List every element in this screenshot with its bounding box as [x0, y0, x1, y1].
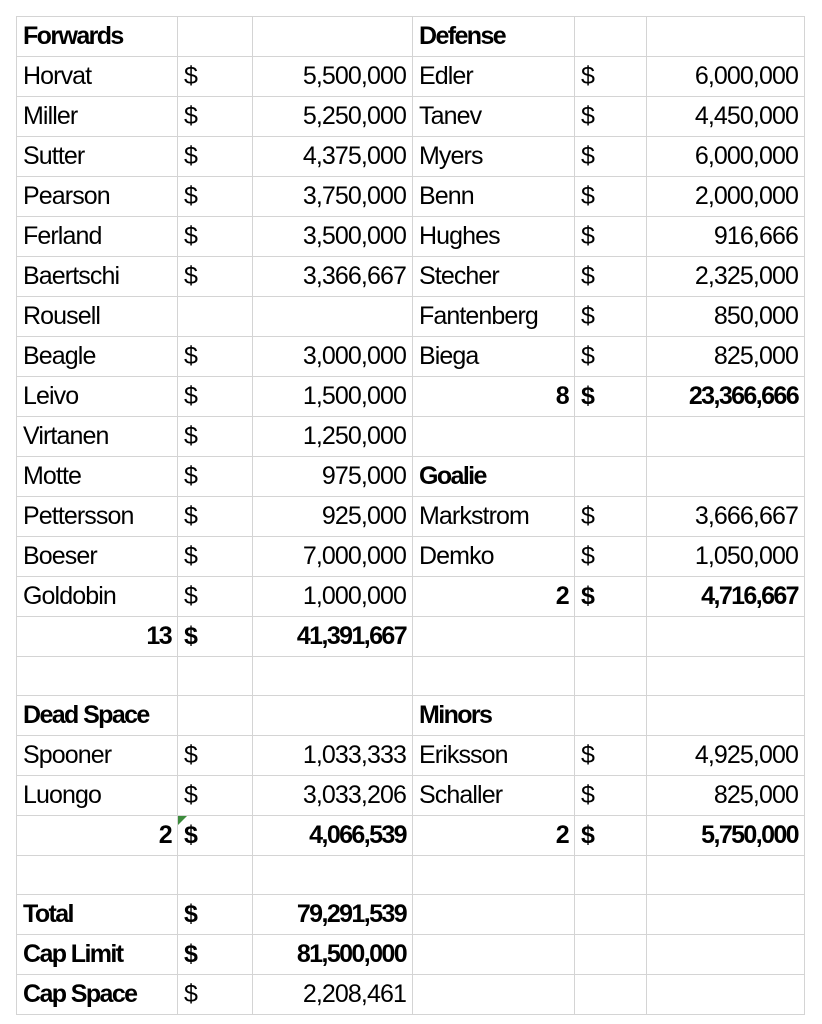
cell-r2-c2[interactable]: 5,250,000 — [253, 97, 413, 137]
cell-r24-c4[interactable] — [575, 975, 647, 1015]
cell-r11-c1[interactable]: $ — [178, 457, 253, 497]
cell-r3-c1[interactable]: $ — [178, 137, 253, 177]
cell-r2-c5[interactable]: 4,450,000 — [647, 97, 805, 137]
cell-r10-c5[interactable] — [647, 417, 805, 457]
cell-r12-c5[interactable]: 3,666,667 — [647, 497, 805, 537]
sheet-row — [17, 935, 805, 975]
cell-r0-c4[interactable] — [575, 17, 647, 57]
cell-r12-c3[interactable]: Markstrom — [413, 497, 575, 537]
cell-r5-c1[interactable]: $ — [178, 217, 253, 257]
spreadsheet-grid — [16, 16, 805, 1015]
cell-r20-c1[interactable]: $ — [178, 816, 253, 856]
sheet-row — [17, 337, 805, 377]
cell-r13-c1[interactable]: $ — [178, 537, 253, 577]
cell-r15-c2[interactable]: 41,391,667 — [253, 617, 413, 657]
cell-r6-c2[interactable]: 3,366,667 — [253, 257, 413, 297]
cell-r3-c4[interactable]: $ — [575, 137, 647, 177]
cell-r18-c0[interactable]: Spooner — [17, 736, 178, 776]
cell-r3-c2[interactable]: 4,375,000 — [253, 137, 413, 177]
cell-r2-c1[interactable]: $ — [178, 97, 253, 137]
cell-r9-c3[interactable]: 8 — [413, 377, 575, 417]
cell-r22-c5[interactable] — [647, 895, 805, 935]
cell-r0-c3[interactable]: Defense — [413, 17, 575, 57]
cell-r19-c1[interactable]: $ — [178, 776, 253, 816]
sheet-row — [17, 137, 805, 177]
cell-r9-c0[interactable]: Leivo — [17, 377, 178, 417]
cell-r12-c4[interactable]: $ — [575, 497, 647, 537]
cell-r9-c1[interactable]: $ — [178, 377, 253, 417]
cell-r16-c2[interactable] — [253, 657, 413, 696]
cell-r13-c4[interactable]: $ — [575, 537, 647, 577]
cell-r23-c0[interactable]: Cap Limit — [17, 935, 178, 975]
sheet-row — [17, 895, 805, 935]
cell-r17-c0[interactable]: Dead Space — [17, 696, 178, 736]
cell-r5-c3[interactable]: Hughes — [413, 217, 575, 257]
cell-r22-c2[interactable]: 79,291,539 — [253, 895, 413, 935]
cell-r12-c2[interactable]: 925,000 — [253, 497, 413, 537]
cell-r22-c0[interactable]: Total — [17, 895, 178, 935]
cell-r22-c3[interactable] — [413, 895, 575, 935]
cell-r11-c4[interactable] — [575, 457, 647, 497]
cell-r19-c2[interactable]: 3,033,206 — [253, 776, 413, 816]
sheet-row — [17, 17, 805, 57]
cell-r15-c5[interactable] — [647, 617, 805, 657]
cell-r20-c0[interactable]: 2 — [17, 816, 178, 856]
cell-r24-c1[interactable]: $ — [178, 975, 253, 1015]
cell-r13-c2[interactable]: 7,000,000 — [253, 537, 413, 577]
cell-r6-c5[interactable]: 2,325,000 — [647, 257, 805, 297]
cell-r19-c5[interactable]: 825,000 — [647, 776, 805, 816]
cell-r5-c5[interactable]: 916,666 — [647, 217, 805, 257]
cell-r7-c3[interactable]: Fantenberg — [413, 297, 575, 337]
cell-r18-c5[interactable]: 4,925,000 — [647, 736, 805, 776]
cell-r17-c3[interactable]: Minors — [413, 696, 575, 736]
cell-r21-c4[interactable] — [575, 856, 647, 895]
sheet-row — [17, 497, 805, 537]
sheet-row — [17, 57, 805, 97]
cell-r18-c3[interactable]: Eriksson — [413, 736, 575, 776]
cell-r24-c3[interactable] — [413, 975, 575, 1015]
sheet-row — [17, 217, 805, 257]
cell-r4-c4[interactable]: $ — [575, 177, 647, 217]
cell-r16-c5[interactable] — [647, 657, 805, 696]
cell-r6-c3[interactable]: Stecher — [413, 257, 575, 297]
cell-r8-c2[interactable]: 3,000,000 — [253, 337, 413, 377]
cell-r8-c5[interactable]: 825,000 — [647, 337, 805, 377]
cell-r8-c0[interactable]: Beagle — [17, 337, 178, 377]
sheet-row — [17, 577, 805, 617]
cell-r17-c2[interactable] — [253, 696, 413, 736]
cell-r14-c4[interactable]: $ — [575, 577, 647, 617]
cell-r3-c3[interactable]: Myers — [413, 137, 575, 177]
cell-r23-c2[interactable]: 81,500,000 — [253, 935, 413, 975]
cell-r1-c5[interactable]: 6,000,000 — [647, 57, 805, 97]
cell-r9-c4[interactable]: $ — [575, 377, 647, 417]
cell-r13-c3[interactable]: Demko — [413, 537, 575, 577]
sheet-row — [17, 975, 805, 1015]
cell-r18-c1[interactable]: $ — [178, 736, 253, 776]
sheet-row — [17, 816, 805, 856]
cell-r17-c1[interactable] — [178, 696, 253, 736]
cell-r20-c4[interactable]: $ — [575, 816, 647, 856]
cell-r5-c0[interactable]: Ferland — [17, 217, 178, 257]
cell-r11-c2[interactable]: 975,000 — [253, 457, 413, 497]
cell-r14-c2[interactable]: 1,000,000 — [253, 577, 413, 617]
cell-r23-c4[interactable] — [575, 935, 647, 975]
cell-r10-c0[interactable]: Virtanen — [17, 417, 178, 457]
cell-r21-c0[interactable] — [17, 856, 178, 895]
cell-r20-c5[interactable]: 5,750,000 — [647, 816, 805, 856]
sheet-row — [17, 617, 805, 657]
cell-comment-icon[interactable] — [178, 816, 187, 825]
cell-r4-c2[interactable]: 3,750,000 — [253, 177, 413, 217]
cell-r7-c0[interactable]: Rousell — [17, 297, 178, 337]
cell-r16-c1[interactable] — [178, 657, 253, 696]
cell-r2-c0[interactable]: Miller — [17, 97, 178, 137]
cell-r20-c3[interactable]: 2 — [413, 816, 575, 856]
cell-r10-c4[interactable] — [575, 417, 647, 457]
cell-r23-c1[interactable]: $ — [178, 935, 253, 975]
cell-r24-c5[interactable] — [647, 975, 805, 1015]
cell-r14-c3[interactable]: 2 — [413, 577, 575, 617]
cell-r10-c3[interactable] — [413, 417, 575, 457]
sheet-row — [17, 457, 805, 497]
cell-r19-c4[interactable]: $ — [575, 776, 647, 816]
cell-r3-c5[interactable]: 6,000,000 — [647, 137, 805, 177]
cell-r23-c3[interactable] — [413, 935, 575, 975]
cell-r21-c1[interactable] — [178, 856, 253, 895]
cell-r7-c4[interactable]: $ — [575, 297, 647, 337]
cell-r1-c1[interactable]: $ — [178, 57, 253, 97]
cell-r24-c2[interactable]: 2,208,461 — [253, 975, 413, 1015]
cell-r9-c2[interactable]: 1,500,000 — [253, 377, 413, 417]
cell-r6-c1[interactable]: $ — [178, 257, 253, 297]
cell-r15-c0[interactable]: 13 — [17, 617, 178, 657]
cell-r2-c3[interactable]: Tanev — [413, 97, 575, 137]
cell-r14-c1[interactable]: $ — [178, 577, 253, 617]
cell-r15-c4[interactable] — [575, 617, 647, 657]
cell-r21-c2[interactable] — [253, 856, 413, 895]
sheet-row — [17, 856, 805, 895]
cell-r1-c2[interactable]: 5,500,000 — [253, 57, 413, 97]
cell-r23-c5[interactable] — [647, 935, 805, 975]
cell-r0-c2[interactable] — [253, 17, 413, 57]
sheet-row — [17, 177, 805, 217]
cell-r0-c0[interactable]: Forwards — [17, 17, 178, 57]
cell-r5-c4[interactable]: $ — [575, 217, 647, 257]
cell-r9-c5[interactable]: 23,366,666 — [647, 377, 805, 417]
cell-r7-c1[interactable] — [178, 297, 253, 337]
cell-r11-c5[interactable] — [647, 457, 805, 497]
cell-r14-c5[interactable]: 4,716,667 — [647, 577, 805, 617]
cell-r0-c5[interactable] — [647, 17, 805, 57]
cell-r13-c5[interactable]: 1,050,000 — [647, 537, 805, 577]
cell-r22-c1[interactable]: $ — [178, 895, 253, 935]
cell-r18-c2[interactable]: 1,033,333 — [253, 736, 413, 776]
sheet-row — [17, 417, 805, 457]
cell-r4-c0[interactable]: Pearson — [17, 177, 178, 217]
cell-r8-c1[interactable]: $ — [178, 337, 253, 377]
sheet-row — [17, 696, 805, 736]
cell-r15-c3[interactable] — [413, 617, 575, 657]
cell-r11-c3[interactable]: Goalie — [413, 457, 575, 497]
cell-r16-c0[interactable] — [17, 657, 178, 696]
cell-r3-c0[interactable]: Sutter — [17, 137, 178, 177]
sheet-row — [17, 736, 805, 776]
cell-r4-c5[interactable]: 2,000,000 — [647, 177, 805, 217]
sheet-row — [17, 776, 805, 816]
cell-r0-c1[interactable] — [178, 17, 253, 57]
cell-r16-c4[interactable] — [575, 657, 647, 696]
cell-r1-c3[interactable]: Edler — [413, 57, 575, 97]
cell-r7-c5[interactable]: 850,000 — [647, 297, 805, 337]
cell-r18-c4[interactable]: $ — [575, 736, 647, 776]
spreadsheet-body — [17, 17, 805, 1015]
cell-r21-c5[interactable] — [647, 856, 805, 895]
cell-r24-c0[interactable]: Cap Space — [17, 975, 178, 1015]
cell-r1-c4[interactable]: $ — [575, 57, 647, 97]
cell-r10-c2[interactable]: 1,250,000 — [253, 417, 413, 457]
sheet-row — [17, 657, 805, 696]
sheet-row — [17, 97, 805, 137]
cell-r8-c4[interactable]: $ — [575, 337, 647, 377]
cell-r12-c0[interactable]: Pettersson — [17, 497, 178, 537]
cell-r8-c3[interactable]: Biega — [413, 337, 575, 377]
cell-r16-c3[interactable] — [413, 657, 575, 696]
cell-r14-c0[interactable]: Goldobin — [17, 577, 178, 617]
cell-r13-c0[interactable]: Boeser — [17, 537, 178, 577]
cell-r5-c2[interactable]: 3,500,000 — [253, 217, 413, 257]
sheet-row — [17, 377, 805, 417]
cell-r21-c3[interactable] — [413, 856, 575, 895]
cell-r7-c2[interactable] — [253, 297, 413, 337]
sheet-row — [17, 297, 805, 337]
cell-r17-c5[interactable] — [647, 696, 805, 736]
cell-r2-c4[interactable]: $ — [575, 97, 647, 137]
cell-r12-c1[interactable]: $ — [178, 497, 253, 537]
cell-r1-c0[interactable]: Horvat — [17, 57, 178, 97]
sheet-row — [17, 257, 805, 297]
cell-r22-c4[interactable] — [575, 895, 647, 935]
cell-r10-c1[interactable]: $ — [178, 417, 253, 457]
sheet-row — [17, 537, 805, 577]
cell-r4-c3[interactable]: Benn — [413, 177, 575, 217]
cell-r17-c4[interactable] — [575, 696, 647, 736]
cell-r6-c4[interactable]: $ — [575, 257, 647, 297]
cell-r19-c3[interactable]: Schaller — [413, 776, 575, 816]
cell-r11-c0[interactable]: Motte — [17, 457, 178, 497]
cell-r15-c1[interactable]: $ — [178, 617, 253, 657]
cell-r20-c2[interactable]: 4,066,539 — [253, 816, 413, 856]
cell-r4-c1[interactable]: $ — [178, 177, 253, 217]
cell-r6-c0[interactable]: Baertschi — [17, 257, 178, 297]
cell-r19-c0[interactable]: Luongo — [17, 776, 178, 816]
